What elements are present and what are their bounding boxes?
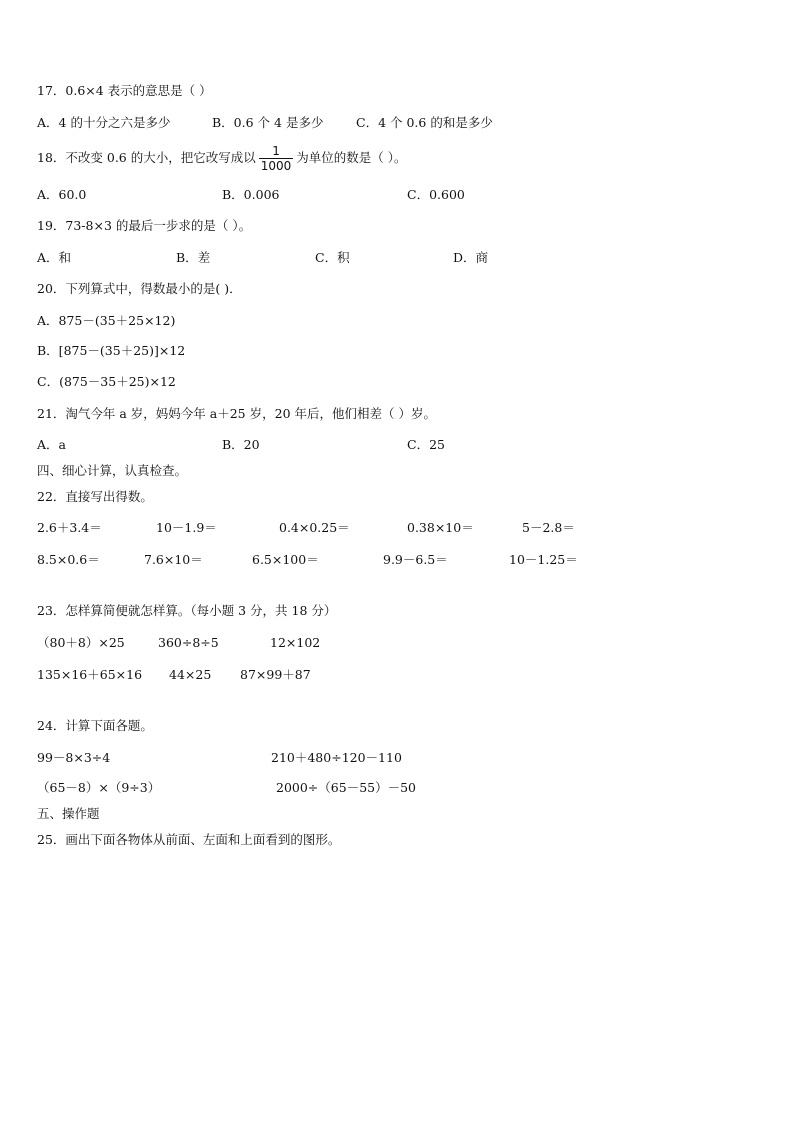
q25-stem: 25．画出下面各物体从前面、左面和上面看到的图形。 [37, 832, 341, 847]
q22-item: 9.9－6.5＝ [383, 552, 448, 567]
q23-item: 12×102 [270, 635, 321, 650]
q18-stem-after: 为单位的数是（ ）。 [296, 150, 407, 165]
q21-stem: 21．淘气今年 a 岁，妈妈今年 a＋25 岁，20 年后，他们相差（ ）岁。 [37, 406, 436, 421]
q21-option-a: A．a [37, 437, 66, 452]
q24-stem: 24．计算下面各题。 [37, 718, 153, 733]
q24-item: 99－8×3÷4 [37, 750, 111, 765]
q19-option-d: D．商 [453, 250, 489, 265]
q22-item: 10－1.25＝ [509, 552, 578, 567]
q19-option-a: A．和 [37, 250, 72, 265]
q22-item: 0.4×0.25＝ [279, 520, 350, 535]
q24-item: （65－8）×（9÷3） [37, 780, 161, 795]
q22-item: 8.5×0.6＝ [37, 552, 100, 567]
q20-option-a: A．875－(35＋25×12) [37, 313, 176, 328]
q19-stem: 19．73-8×3 的最后一步求的是（ ）。 [37, 218, 252, 233]
q18-stem [37, 141, 407, 175]
q22-item: 2.6＋3.4＝ [37, 520, 102, 535]
q22-item: 10－1.9＝ [156, 520, 217, 535]
q23-stem: 23．怎样算简便就怎样算。（每小题 3 分，共 18 分） [37, 603, 337, 618]
q20-option-b: B．[875－(35＋25)]×12 [37, 343, 186, 358]
q18-option-a: A．60.0 [37, 187, 87, 202]
q20-option-c: C．(875－35＋25)×12 [37, 374, 176, 389]
section-5-heading: 五、操作题 [37, 806, 100, 821]
q23-item: 135×16＋65×16 [37, 667, 143, 682]
q23-item: 360÷8÷5 [158, 635, 219, 650]
q21-option-b: B．20 [222, 437, 260, 452]
q18-fraction [259, 144, 294, 173]
q19-option-c: C．积 [315, 250, 350, 265]
q20-stem: 20．下列算式中，得数最小的是( )． [37, 281, 242, 296]
q17-stem: 17．0.6×4 表示的意思是（ ） [37, 83, 212, 98]
q23-item: 44×25 [169, 667, 212, 682]
q21-option-c: C．25 [407, 437, 445, 452]
q22-item: 7.6×10＝ [144, 552, 203, 567]
q22-item: 6.5×100＝ [252, 552, 319, 567]
q19-option-b: B．差 [176, 250, 211, 265]
q22-item: 5－2.8＝ [522, 520, 575, 535]
q18-fraction-numerator: 1 [272, 144, 280, 158]
q22-stem: 22．直接写出得数。 [37, 489, 153, 504]
q18-stem-before: 18．不改变 0.6 的大小，把它改写成以 [37, 150, 256, 165]
q17-option-a: A．4 的十分之六是多少 [37, 115, 171, 130]
q18-fraction-denominator: 1000 [260, 159, 292, 173]
q23-item: （80＋8）×25 [37, 635, 125, 650]
section-4-heading: 四、细心计算，认真检查。 [37, 463, 188, 478]
q17-option-c: C．4 个 0.6 的和是多少 [356, 115, 493, 130]
q22-item: 0.38×10＝ [407, 520, 474, 535]
q23-item: 87×99＋87 [240, 667, 311, 682]
q24-item: 2000÷（65－55）－50 [276, 780, 417, 795]
q24-item: 210＋480÷120－110 [271, 750, 402, 765]
q17-option-b: B．0.6 个 4 是多少 [212, 115, 324, 130]
q18-option-b: B．0.006 [222, 187, 280, 202]
q18-option-c: C．0.600 [407, 187, 465, 202]
